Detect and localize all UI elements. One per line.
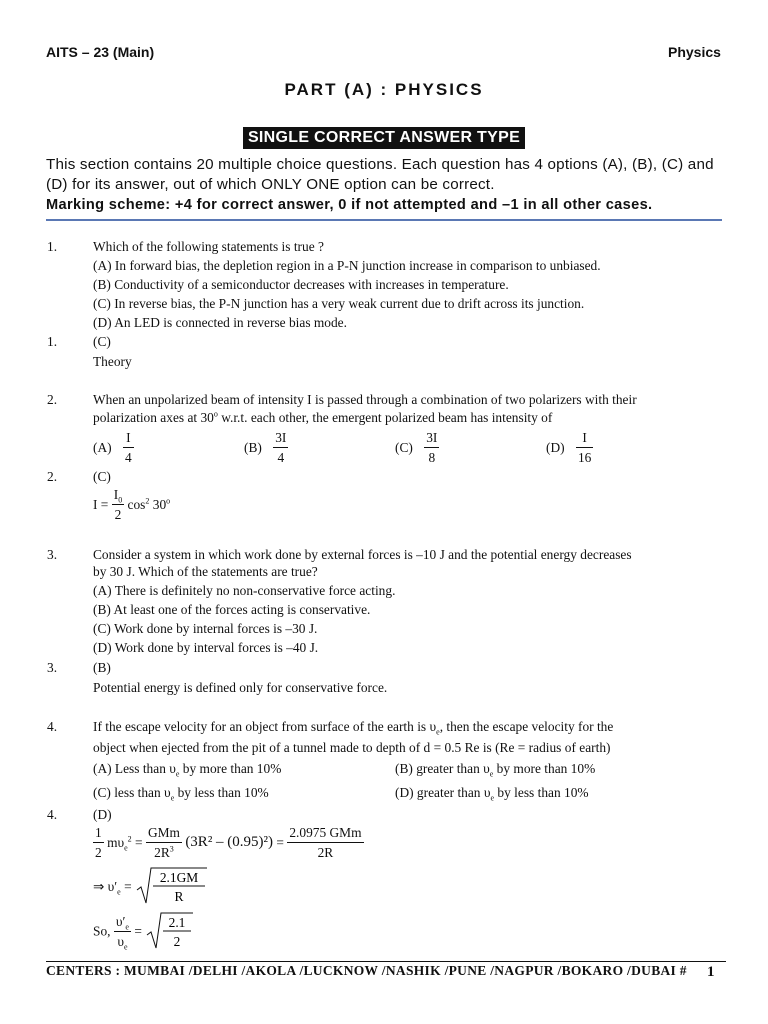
option-b: (B) At least one of the forces acting is conservative. [93, 602, 371, 617]
answer-number: 1. [47, 334, 58, 349]
svg-text:2: 2 [173, 934, 181, 949]
section-heading: SINGLE CORRECT ANSWER TYPE [243, 127, 525, 149]
solution-equation: So, $\frac{\upsilon'_e}{\upsilon_e}$ = 2.1 2 [93, 911, 195, 951]
part-title: PART (A) : PHYSICS [284, 80, 484, 99]
answer: (C) [93, 334, 111, 349]
question-number: 2. [47, 392, 58, 407]
answer: (B) [93, 660, 111, 675]
option-c: (C) less than $\upsilon_e$ by less than 10% [93, 785, 269, 803]
question-text: object when ejected from the pit of a tunnel made to depth of d = 0.5 Re is (Re = radius of earth) [93, 740, 611, 755]
solution-equation: $\frac{1}{2}$ $m\upsilon_e^2$ = $\frac{\text{GMm}}{2R^3}$ (3R² – (0.95)²) = $\frac{\text{2.0975 GMm}}{2R}$ [95, 825, 362, 860]
answer-number: 4. [47, 807, 58, 822]
question-text: When an unpolarized beam of intensity I is passed through a combination of two polarizers with their [93, 392, 637, 407]
option-b: (B) Conductivity of a semiconductor decreases with increases in temperature. [93, 277, 509, 292]
option-a: (A) In forward bias, the depletion region in a P-N junction increase in comparison to unbiased. [93, 258, 601, 273]
option-a: (A) There is definitely no non-conservative force acting. [93, 583, 396, 598]
svg-text:R: R [174, 889, 184, 904]
divider [46, 219, 722, 221]
option-b: (B) greater than $\upsilon_e$ by more than 10% [395, 761, 596, 779]
option-b: (B) $\frac{3I}{4}$ [244, 430, 287, 465]
option-d: (D) An LED is connected in reverse bias mode. [93, 315, 347, 330]
question-text: by 30 J. Which of the statements are true? [93, 564, 318, 579]
sqrt-symbol [135, 866, 209, 906]
question-text: If the escape velocity for an object from surface of the earth is $\upsilon_e$, then the escape velocity for the [93, 719, 614, 737]
solution-equation: ⇒ $\upsilon'_e$ = 2.1GM R [93, 866, 209, 906]
question-text: Consider a system in which work done by external forces is –10 J and the potential energy decreases [93, 547, 632, 562]
option-d: (D) greater than $\upsilon_e$ by less than 10% [395, 785, 589, 803]
marking-scheme: Marking scheme: +4 for correct answer, 0 if not attempted and –1 in all other cases. [46, 197, 653, 213]
option-c: (C) In reverse bias, the P-N junction has a very weak current due to drift across its junction. [93, 296, 585, 311]
option-d: (D) $\frac{I}{16}$ [546, 430, 592, 465]
header-subject: Physics [668, 44, 721, 60]
option-c: (C) Work done by internal forces is –30 J. [93, 621, 318, 636]
option-c: (C) $\frac{3I}{8}$ [395, 430, 438, 465]
svg-text:2.1GM: 2.1GM [159, 870, 199, 885]
answer-number: 3. [47, 660, 58, 675]
answer-number: 2. [47, 469, 58, 484]
option-a: (A) Less than $\upsilon_e$ by more than 10% [93, 761, 282, 779]
section-intro: This section contains 20 multiple choice questions. Each question has 4 options (A), (B), (C) and (D) for its answer, out of which ONLY ONE option can be correct. [46, 156, 714, 193]
question-text: Which of the following statements is true ? [93, 239, 324, 254]
question-number: 3. [47, 547, 58, 562]
question-text: polarization axes at 30$^o$ w.r.t. each other, the emergent polarized beam has intensity of [93, 409, 553, 425]
answer: (D) [93, 807, 112, 822]
header-test-name: AITS – 23 (Main) [46, 44, 155, 60]
question-number: 4. [47, 719, 58, 734]
option-d: (D) Work done by interval forces is –40 J. [93, 640, 319, 655]
page-number: 1 [707, 964, 715, 980]
question-number: 1. [47, 239, 58, 254]
solution: Potential energy is defined only for conservative force. [93, 680, 388, 695]
footer-centers: CENTERS : MUMBAI /DELHI /AKOLA /LUCKNOW /NASHIK /PUNE /NAGPUR /BOKARO /DUBAI # [46, 963, 687, 978]
solution: Theory [93, 354, 132, 369]
answer: (C) [93, 469, 111, 484]
sqrt-symbol [145, 911, 195, 951]
option-a: (A) $\frac{I}{4}$ [93, 430, 132, 465]
solution-equation: I = $\frac{I_0}{2}$ $\cos^2 30^o$ [93, 487, 171, 522]
footer-divider [46, 961, 726, 962]
svg-text:2.1: 2.1 [168, 915, 186, 930]
